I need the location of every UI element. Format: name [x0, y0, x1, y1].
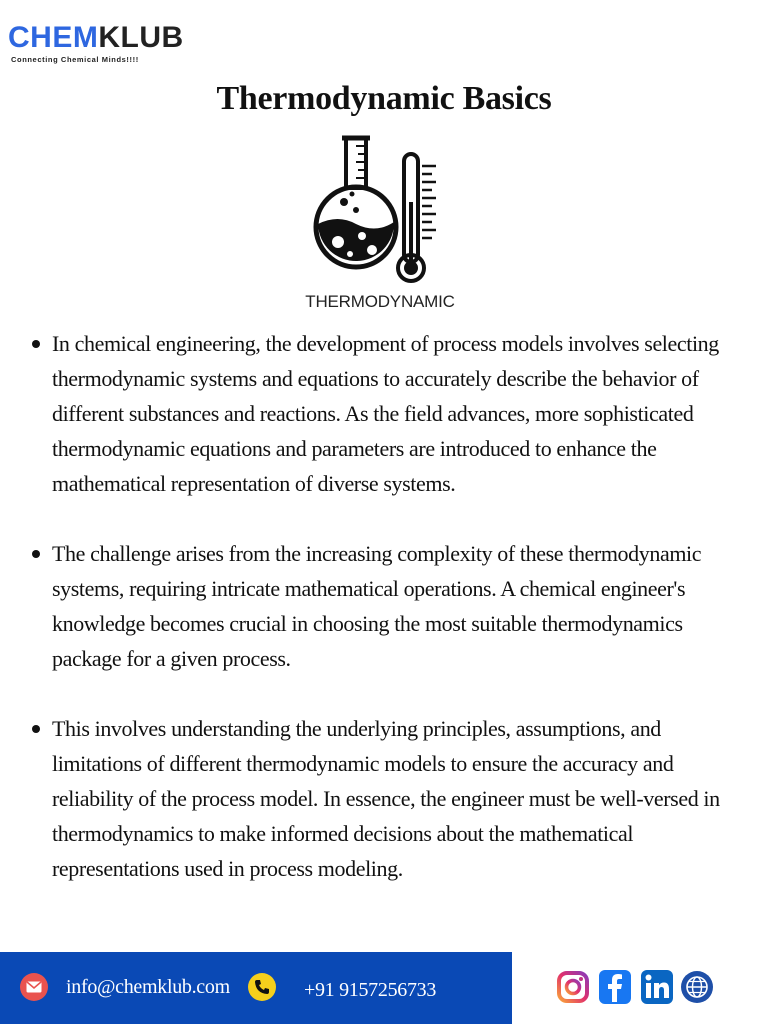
brand-name-part2: KLUB [98, 21, 184, 54]
brand-logo[interactable] [8, 21, 184, 64]
illustration-caption: THERMODYNAMIC [305, 292, 455, 311]
bullet-item [22, 326, 754, 501]
bullet-dot [32, 550, 40, 558]
flask-thermometer-icon [300, 132, 460, 318]
facebook-icon[interactable] [598, 968, 632, 1006]
phone-icon [248, 973, 276, 1001]
page-title: Thermodynamic Basics [216, 80, 552, 117]
instagram-icon[interactable] [556, 968, 590, 1006]
bullet-text: In chemical engineering, the development of process models involves selecting thermodynamic systems and equations to accurately describe the behavior of different substances and reactions. As the field advances, more sophisticated thermodynamic equations and parameters are introduced to enhance the mathematical representation of diverse systems. [52, 331, 719, 496]
bullet-text: The challenge arises from the increasing complexity of these thermodynamic systems, requiring intricate mathematical operations. A chemical engineer's knowledge becomes crucial in choosing the most suitable thermodynamics package for a given process. [52, 541, 702, 671]
brand-name-part1: CHEM [8, 21, 99, 54]
bullet-text: This involves understanding the underlying principles, assumptions, and limitations of different thermodynamic models to ensure the accuracy and reliability of the process model. In essence, the engineer must be well-versed in thermodynamics to make informed decisions about the mathematical representations used in process modeling. [52, 716, 720, 881]
bullet-dot [32, 340, 40, 348]
email-link[interactable]: info@chemklub.com [66, 976, 230, 998]
mail-icon [20, 973, 48, 1001]
bullet-list [22, 326, 754, 886]
bullet-item [22, 536, 754, 676]
linkedin-icon[interactable] [640, 968, 674, 1006]
bullet-item [22, 711, 754, 886]
bullet-dot [32, 725, 40, 733]
brand-wordmark [8, 21, 184, 54]
phone-link[interactable]: +91 9157256733 [304, 979, 437, 1001]
brand-tagline: Connecting Chemical Minds!!!! [11, 55, 139, 64]
globe-icon[interactable] [680, 968, 714, 1006]
